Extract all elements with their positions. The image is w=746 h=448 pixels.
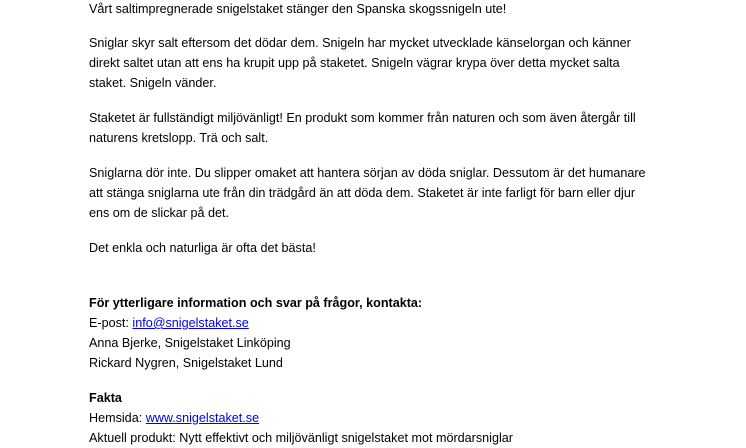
text-line: Sniglar skyr salt eftersom det dödar dem. Snigeln har mycket utvecklade känselorgan och känner [89,36,631,50]
text-line: att stänga sniglarna ute från din trädgård än att döda dem. Staketet är inte farligt för barn eller djur [89,186,636,200]
facts-heading: Fakta [89,391,122,405]
paragraph-eco [89,108,689,148]
contact-person: Rickard Nygren, Snigelstaket Lund [89,356,283,370]
contact-person: Anna Bjerke, Snigelstaket Linköping [89,336,291,350]
email-link[interactable]: info@snigelstaket.se [132,316,249,330]
text-line: naturens kretslopp. Trä och salt. [89,131,269,145]
contact-email-line [89,313,689,333]
text-line: direkt saltet utan att ens ha krupit upp på staketet. Snigeln vägrar krypa över detta mycket salta [89,56,620,70]
text-line: Staketet är fullständigt miljövänligt! En produkt som kommer från naturen och som även återgår till [89,111,636,125]
text-line: Vårt saltimpregnerade snigelstaket stänger den Spanska skogssnigeln ute! [89,2,507,16]
text-line: Sniglarna dör inte. Du slipper omaket att hantera sörjan av döda sniglar. Dessutom är det humanare [89,166,646,180]
website-label: Hemsida: [89,411,146,425]
document-body [89,0,689,448]
website-link[interactable]: www.snigelstaket.se [145,411,260,425]
paragraph-intro [89,0,689,18]
contact-heading: För ytterligare information och svar på frågor, kontakta: [89,296,423,310]
text-line: ens om de slickar på det. [89,206,230,220]
email-label: E-post: [89,316,133,330]
contact-section [89,293,689,373]
text-line: staket. Snigeln vänder. [89,76,217,90]
paragraph-salt [89,33,689,93]
text-line: Det enkla och naturliga är ofta det bästa! [89,241,316,255]
paragraph-humane [89,163,689,223]
facts-section [89,388,689,448]
facts-website-line [89,408,689,428]
paragraph-closing [89,238,689,258]
facts-product: Aktuell produkt: Nytt effektivt och miljövänligt snigelstaket mot mördarsniglar [89,431,513,445]
